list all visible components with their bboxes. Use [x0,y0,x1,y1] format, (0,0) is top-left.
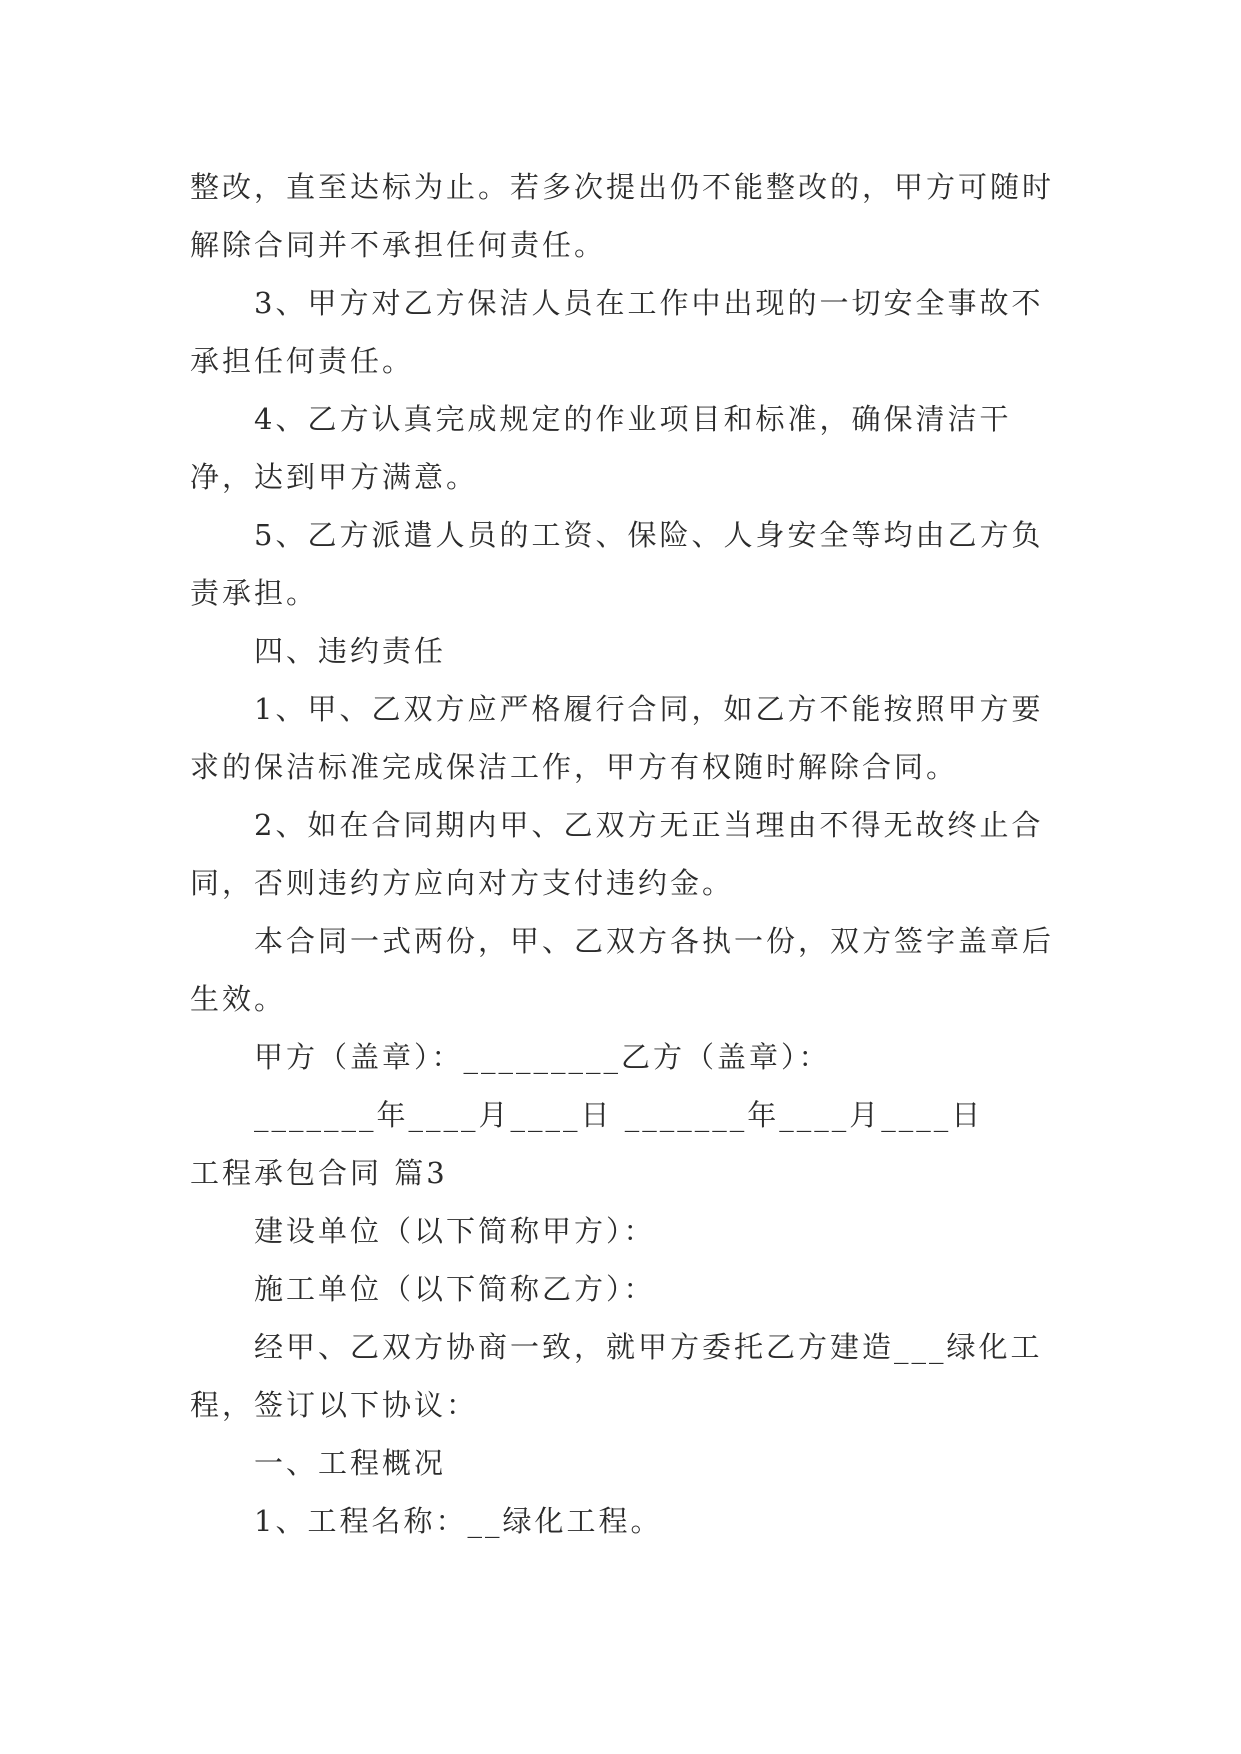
paragraph-construction-unit: 建设单位（以下简称甲方）： [254,1214,656,1248]
section-heading-project-overview: 一、工程概况 [254,1446,447,1480]
signature-line-parties: 甲方（盖章）：_________乙方（盖章）： [254,1040,831,1074]
paragraph-clause-5: 5、乙方派遣人员的工资、保险、人身安全等均由乙方负责承担。 [190,518,1044,610]
paragraph-breach-clause-1: 1、甲、乙双方应严格履行合同，如乙方不能按照甲方要求的保洁标准完成保洁工作，甲方有权随时解除合同。 [190,692,1044,784]
paragraph-project-name: 1、工程名称：__绿化工程。 [254,1504,663,1538]
contract-title-part-3: 工程承包合同 篇3 [190,1156,448,1190]
signature-line-dates: _______年____月____日 _______年____月____日 [254,1098,984,1132]
paragraph-rectification-clause: 整改，直至达标为止。若多次提出仍不能整改的，甲方可随时解除合同并不承担任何责任。 [190,170,1055,262]
paragraph-copies-clause: 本合同一式两份，甲、乙双方各执一份，双方签字盖章后生效。 [190,924,1055,1016]
document-body [190,158,1060,1550]
paragraph-contractor-unit: 施工单位（以下简称乙方）： [254,1272,656,1306]
paragraph-breach-clause-2: 2、如在合同期内甲、乙双方无正当理由不得无故终止合同，否则违约方应向对方支付违约金。 [190,808,1044,900]
paragraph-clause-4: 4、乙方认真完成规定的作业项目和标准，确保清洁干净，达到甲方满意。 [190,402,1012,494]
paragraph-agreement-intro: 经甲、乙双方协商一致，就甲方委托乙方建造___绿化工程，签订以下协议： [190,1330,1043,1422]
paragraph-clause-3: 3、甲方对乙方保洁人员在工作中出现的一切安全事故不承担任何责任。 [190,286,1044,378]
section-heading-breach-liability: 四、违约责任 [254,634,447,668]
